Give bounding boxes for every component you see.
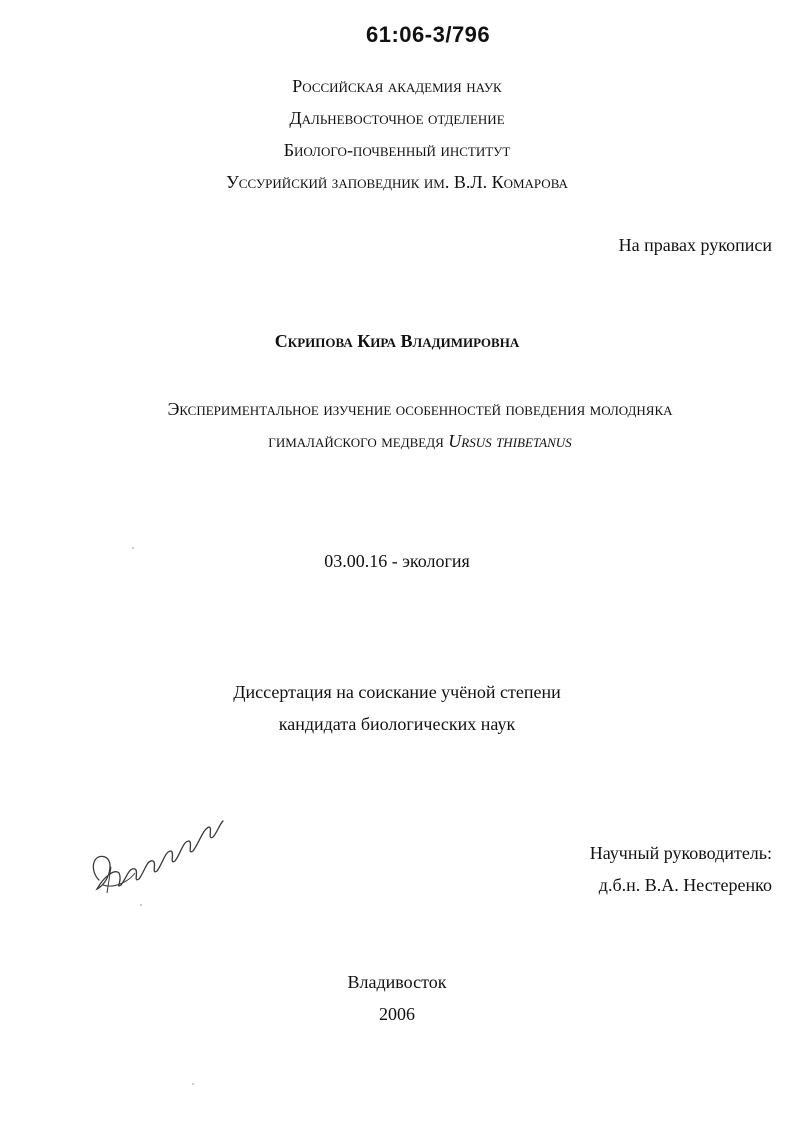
species-name: Ursus thibetanus [448, 431, 572, 451]
org-line-branch: Дальневосточное отделение [289, 108, 505, 128]
title-line-1: Экспериментальное изучение особенностей поведения молодняка [167, 399, 673, 419]
dissertation-degree [0, 676, 794, 740]
organization-block [0, 70, 794, 198]
scan-speck [192, 1083, 194, 1085]
rights-note: На правах рукописи [618, 235, 772, 255]
title-line-2-text: гималайского медведя [268, 431, 449, 451]
scan-speck [140, 904, 142, 906]
advisor-label: Научный руководитель: [589, 843, 772, 863]
publication-info [0, 966, 794, 1030]
degree-line-2: кандидата биологических наук [278, 714, 516, 734]
advisor-block [590, 837, 772, 901]
degree-line-1: Диссертация на соискание учёной степени [233, 682, 561, 702]
thesis-title [0, 393, 794, 457]
title-line-2 [46, 425, 794, 457]
org-line-reserve: Уссурийский заповедник им. В.Л. Комарова [226, 172, 568, 192]
advisor-name: д.б.н. В.А. Нестеренко [598, 875, 772, 895]
handwritten-signature [85, 785, 225, 905]
org-line-academy: Российская академия наук [292, 76, 502, 96]
org-line-institute: Биолого-почвенный институт [283, 140, 511, 160]
scan-speck [132, 547, 134, 549]
year: 2006 [379, 1004, 415, 1024]
archive-stamp-number: 61:06-3/796 [366, 22, 491, 47]
city: Владивосток [347, 972, 447, 992]
author-name: Скрипова Кира Владимировна [274, 331, 520, 351]
specialty-code: 03.00.16 - экология [324, 551, 470, 571]
